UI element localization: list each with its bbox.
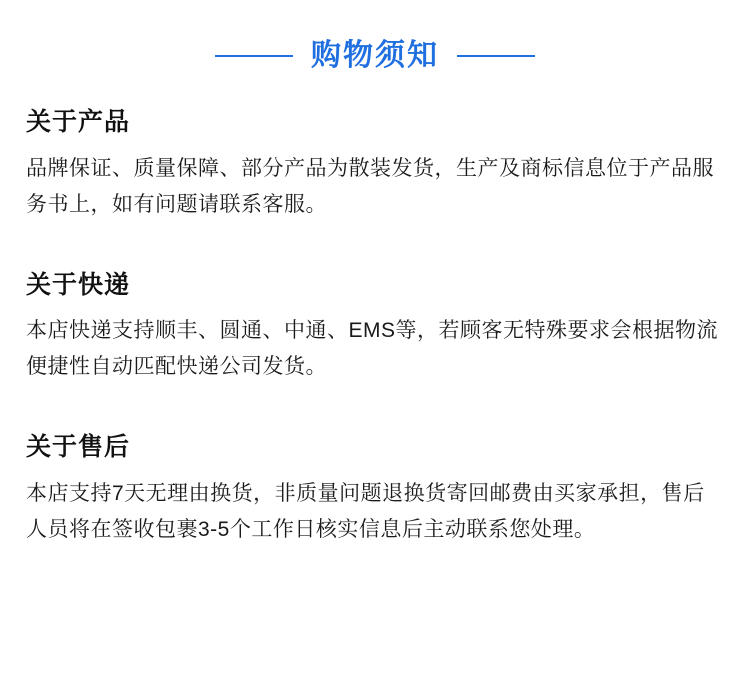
header-rule-left	[215, 55, 293, 57]
section-about-after-sales	[26, 431, 724, 548]
page-header	[0, 0, 750, 84]
section-title: 关于售后	[26, 433, 131, 462]
section-about-product	[26, 106, 724, 223]
header-rule-right	[457, 55, 535, 57]
section-body: 品牌保证、质量保障、部分产品为散装发货，生产及商标信息位于产品服务书上，如有问题请联系客服。	[26, 156, 714, 216]
page-title: 购物须知	[311, 39, 439, 72]
section-body: 本店快递支持顺丰、圆通、中通、EMS等，若顾客无特殊要求会根据物流便捷性自动匹配快递公司发货。	[26, 319, 719, 379]
section-body: 本店支持7天无理由换货，非质量问题退换货寄回邮费由买家承担，售后人员将在签收包裹3-5个工作日核实信息后主动联系您处理。	[26, 481, 705, 542]
section-title: 关于快递	[26, 270, 131, 299]
notice-content	[0, 84, 750, 548]
section-about-shipping	[26, 269, 724, 386]
section-title: 关于产品	[26, 108, 131, 136]
